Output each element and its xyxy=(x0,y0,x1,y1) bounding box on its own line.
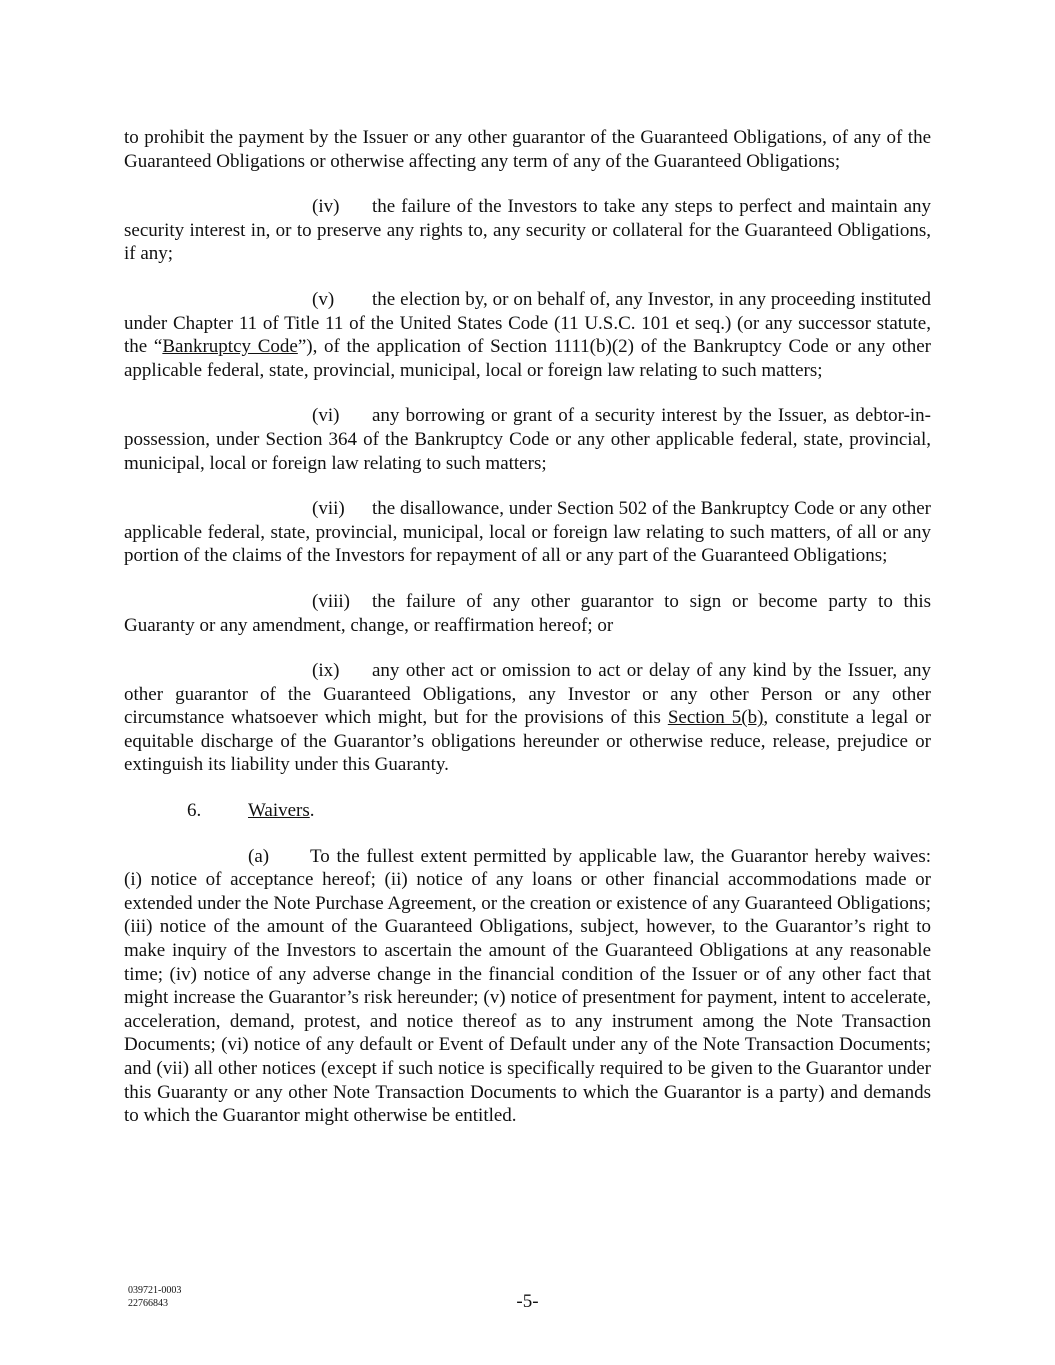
clause-label: (viii) xyxy=(312,590,350,612)
clause-ix xyxy=(124,659,931,777)
clause-text: the disallowance, under Section 502 of the Bankruptcy Code or any other applicable federal, state, provincial, municipal, local or foreign law relating to such matters, of all or any portion of the claims of the Investors for repayment of all or any part of the Guaranteed Obligations; xyxy=(124,498,931,567)
clause-vi xyxy=(124,404,931,475)
clause-text-cont: , constitute a legal or equitable discharge of the Guarantor’s obligations hereunder or otherwise reduce, release, prejudice or extinguish its liability under this Guaranty. xyxy=(124,707,931,776)
document-id-line-2: 22766843 xyxy=(128,1298,168,1309)
clause-viii xyxy=(124,590,931,637)
defined-term-bankruptcy-code: Bankruptcy Code xyxy=(162,336,298,358)
clause-label: (iv) xyxy=(312,196,340,218)
clause-text-cont: ”), of the application of Section 1111(b)(2) of the Bankruptcy Code or any other applicable federal, state, provincial, municipal, local or foreign law relating to such matters; xyxy=(124,336,931,381)
page-number: -5- xyxy=(516,1291,539,1312)
clause-text: the failure of the Investors to take any steps to perfect and maintain any security interest in, or to preserve any rights to, any security or collateral for the Guaranteed Obligations, if any; xyxy=(124,196,931,265)
clause-vii xyxy=(124,497,931,568)
section-number: 6. xyxy=(187,800,202,822)
cross-reference-section-5b: Section 5(b) xyxy=(667,707,764,729)
clause-v xyxy=(124,288,931,382)
clause-text: the election by, or on behalf of, any Investor, in any proceeding instituted under Chapter 11 of Title 11 of the United States Code (11 U.S.C. 101 et seq.) (or any successor statute, the “ xyxy=(124,288,931,358)
clause-label: (ix) xyxy=(312,660,340,682)
section-title: Waivers xyxy=(248,800,310,822)
subsection-text: To the fullest extent permitted by applicable law, the Guarantor hereby waives: (i) notice of acceptance hereof; (ii) notice of any loans or other financial accommodations made or extended under the Note Purchase Agreement, or the creation or existence of any Guaranteed Obligations; (iii) notice of the amount of the Guaranteed Obligations, subject, however, to the Guarantor’s right to make inquiry of the Investors to ascertain the amount of the Guaranteed Obligations at any reasonable time; (iv) notice of any adverse change in the financial condition of the Issuer or of any other fact that might increase the Guarantor’s risk hereunder; (v) notice of presentment for payment, intent to accelerate, acceleration, demand, protest, and notice thereof as to any instrument among the Note Transaction Documents; (vi) notice of any default or Event of Default under any of the Note Transaction Documents; and (vii) all other notices (except if such notice is specifically required to be given to the Guarantor under this Guaranty or any other Note Transaction Documents to which the Guarantor is a party) and demands to which the Guarantor might otherwise be entitled. xyxy=(124,845,931,1127)
clause-text: any other act or omission to act or delay of any kind by the Issuer, any other guarantor of the Guaranteed Obligations, any Investor or any other Person or any other circumstance whatsoever which might, but for the provisions of this xyxy=(124,660,931,729)
subsection-label: (a) xyxy=(248,845,270,867)
clause-label: (vi) xyxy=(312,405,340,427)
document-body xyxy=(124,126,931,1150)
section-heading xyxy=(124,799,931,823)
document-id-line-1: 039721-0003 xyxy=(128,1285,182,1296)
subsection-a xyxy=(124,845,931,1128)
clause-text: the failure of any other guarantor to sign or become party to this Guaranty or any amendment, change, or reaffirmation hereof; or xyxy=(124,590,931,636)
clause-text: any borrowing or grant of a security interest by the Issuer, as debtor-in-possession, under Section 364 of the Bankruptcy Code or any other applicable federal, state, provincial, municipal, local or foreign law relating to such matters; xyxy=(124,405,931,474)
clause-label: (v) xyxy=(312,288,335,310)
section-title-suffix: . xyxy=(309,800,315,822)
clause-iv xyxy=(124,195,931,266)
paragraph-continuation: to prohibit the payment by the Issuer or any other guarantor of the Guaranteed Obligations, of any of the Guaranteed Obligations or otherwise affecting any term of any of the Guaranteed Obligations; xyxy=(124,127,931,172)
clause-label: (vii) xyxy=(312,498,345,520)
